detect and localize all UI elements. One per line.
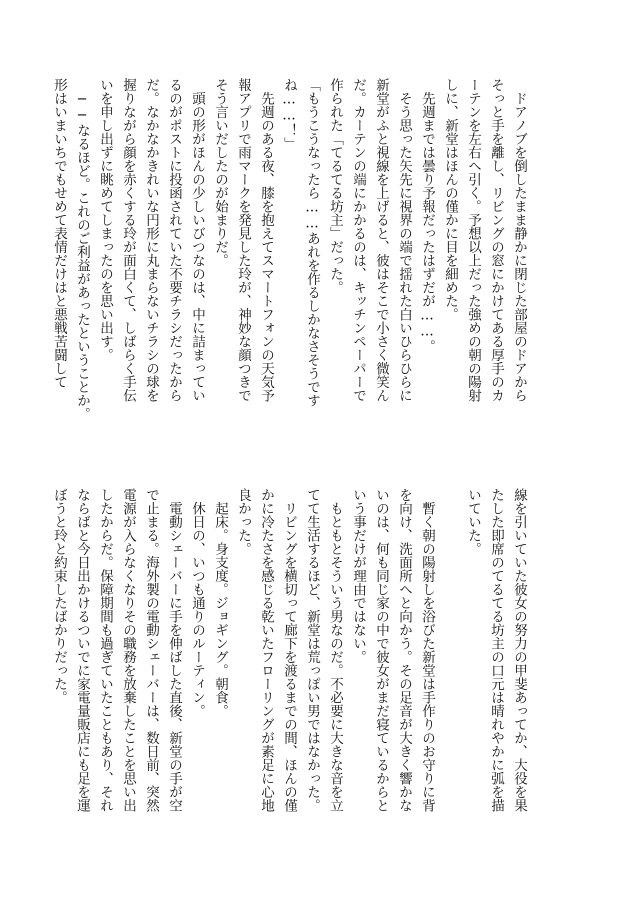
- upper-text-block: ドアノブを倒したまま静かに閉じた部屋のドアから そっと手を離し、リビングの窓にかけてある厚手のカ ーテンを左右へ引く。予想以上だった強めの朝の陽射 しに、新堂はほんの僅かに目を細めた。 先週までは曇り予報だったはずだが……。 そう思った矢先に視界の端で揺れた白いひらひらに 新堂がふと視線を上げると、彼はそこで小さく微笑ん だ。カーテンの端にかかるのは、キッチンペーパーで 作られた「てるてる坊主」だった。 「もうこうなったら……あれを作るしかなさそうです ね……！」 先週のある夜、膝を抱えてスマートフォンの天気予 報アプリで雨マークを発見した玲が、神妙な顔つきで そう言いだしたのが始まりだ。 頭の形がほんの少しいびつなのは、中に詰まってい るのがポストに投函されていた不要チラシだったから だ。なかなかきれいな円形に丸まらないチラシの球を 握りながら顔を赤くする玲が面白くて、しばらく手伝 いを申し出ずに眺めてしまったのを思い出す。 ──なるほど。これのご利益があったということか。 形はいまいちでもせめて表情だけはと悪戦苦闘して: [51, 78, 527, 421]
- lower-text-block: 線を引いていた彼女の努力の甲斐あってか、大役を果 たした即席のてるてる坊主の口元は晴れやかに弧を描 いていた。 暫く朝の陽射しを浴びた新堂は手作りのお守りに背 を向け、洗面所へと向かう。その足音が大きく響かな いのは、何も同じ家の中で彼女がまだ寝ているからと いう事だけが理由ではない。 もともとそういう男なのだ。不必要に大きな音を立 てて生活するほど、新堂は荒っぽい男ではなかった。 リビングを横切って廊下を渡るまでの間、ほんの僅 かに冷たさを感じる乾いたフローリングが素足に心地 良かった。 起床。身支度。ジョギング。朝食。 休日の、いつも通りのルーティン。 電動シェーバーに手を伸ばした直後、新堂の手が空 で止まる。海外製の電動シェーバーは、数日前、突然 電源が入らなくなりその職務を放棄したことを思い出 したからだ。保障期間も過ぎていたこともあり、それ ならばと今日出かけるついでに家電量販店にも足を運 ぼうと玲と約束したばかりだった。: [51, 488, 527, 812]
